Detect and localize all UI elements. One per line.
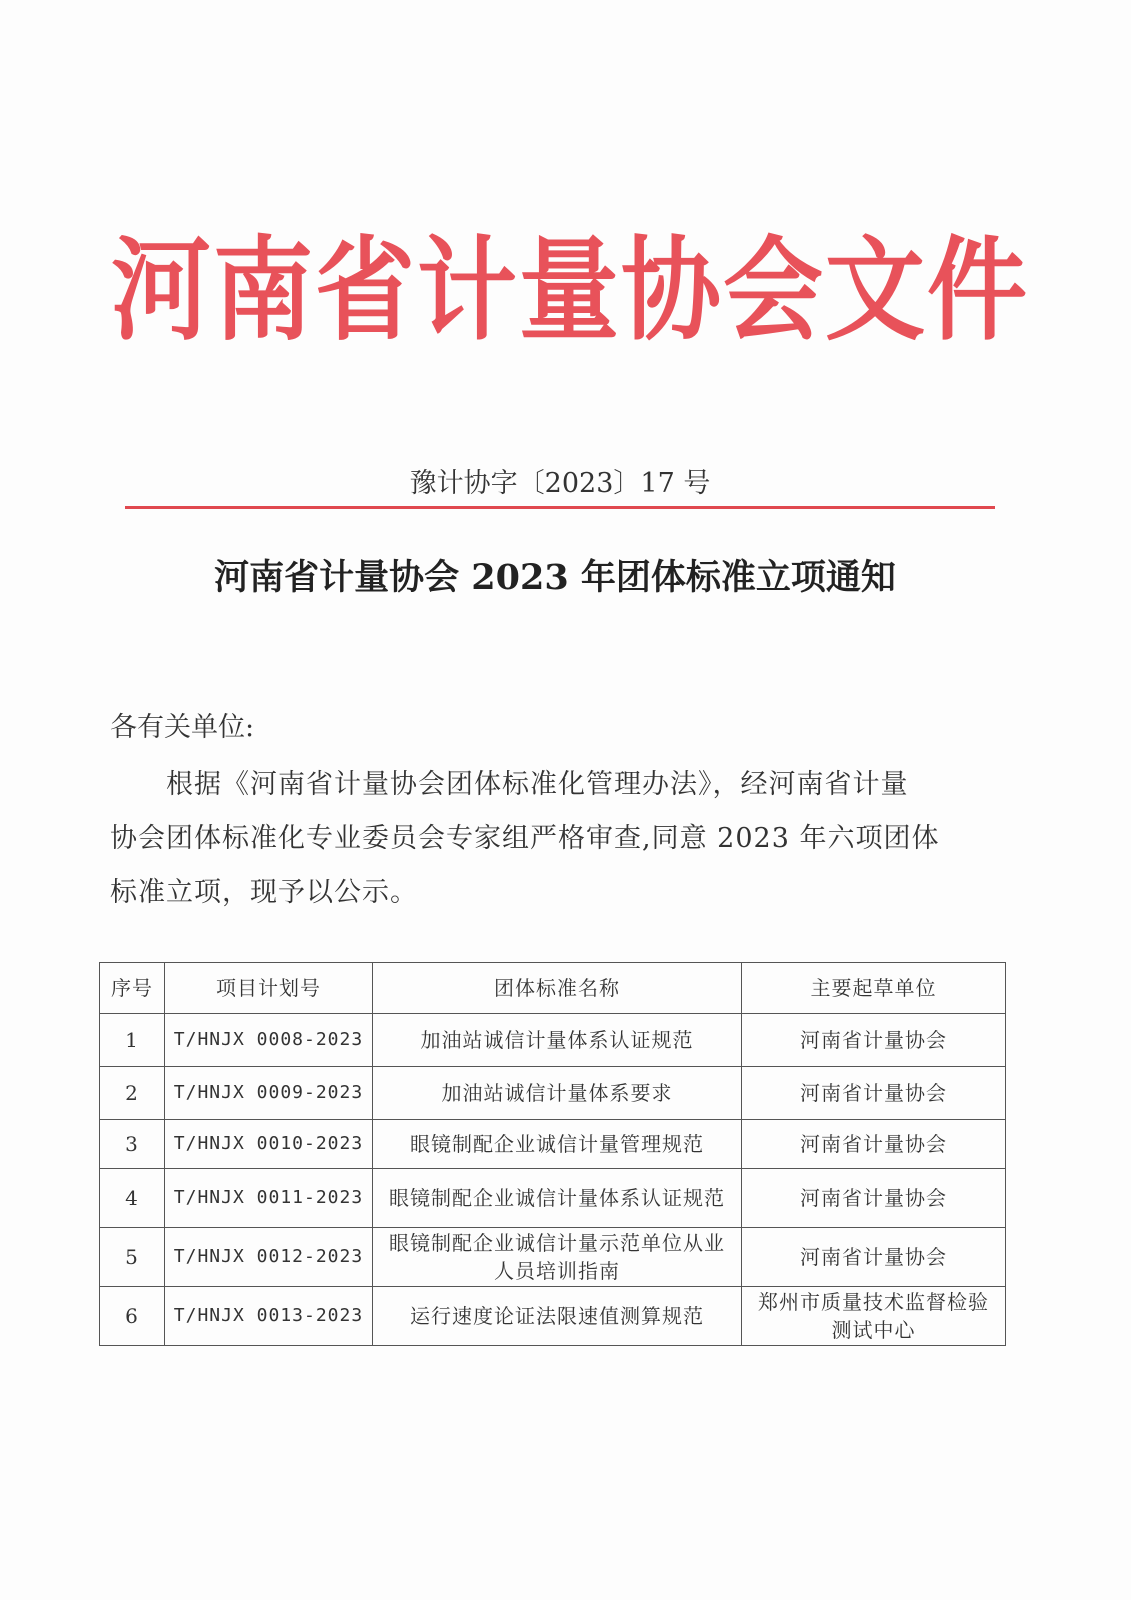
cell-no: 3 bbox=[100, 1120, 165, 1169]
cell-unit: 河南省计量协会 bbox=[742, 1169, 1006, 1228]
table-row bbox=[100, 1067, 1006, 1120]
cell-no: 4 bbox=[100, 1169, 165, 1228]
cell-code: T/HNJX 0013-2023 bbox=[165, 1287, 373, 1346]
cell-no: 2 bbox=[100, 1067, 165, 1120]
cell-code: T/HNJX 0011-2023 bbox=[165, 1169, 373, 1228]
salutation: 各有关单位: bbox=[110, 712, 255, 743]
cell-no: 5 bbox=[100, 1228, 165, 1287]
red-divider-line bbox=[125, 506, 995, 509]
cell-name: 眼镜制配企业诚信计量示范单位从业人员培训指南 bbox=[373, 1228, 742, 1287]
table-row bbox=[100, 1287, 1006, 1346]
cell-name: 加油站诚信计量体系认证规范 bbox=[373, 1014, 742, 1067]
cell-unit: 河南省计量协会 bbox=[742, 1228, 1006, 1287]
cell-code: T/HNJX 0008-2023 bbox=[165, 1014, 373, 1067]
cell-code: T/HNJX 0012-2023 bbox=[165, 1228, 373, 1287]
table-row bbox=[100, 1228, 1006, 1287]
table-row bbox=[100, 1169, 1006, 1228]
cell-name: 眼镜制配企业诚信计量体系认证规范 bbox=[373, 1169, 742, 1228]
header-cell-name: 团体标准名称 bbox=[373, 963, 742, 1014]
body-line: 根据《河南省计量协会团体标准化管理办法》，经河南省计量 bbox=[166, 769, 909, 800]
table-header-row bbox=[100, 963, 1006, 1014]
body-paragraph bbox=[110, 758, 998, 920]
table-row bbox=[100, 1120, 1006, 1169]
cell-code: T/HNJX 0009-2023 bbox=[165, 1067, 373, 1120]
body-line: 协会团体标准化专业委员会专家组严格审查,同意 2023 年六项团体 bbox=[110, 823, 940, 854]
standards-table bbox=[99, 962, 1006, 1346]
cell-no: 1 bbox=[100, 1014, 165, 1067]
header-cell-unit: 主要起草单位 bbox=[742, 963, 1006, 1014]
cell-no: 6 bbox=[100, 1287, 165, 1346]
document-header-title: 河南省计量协会文件 bbox=[111, 223, 1029, 357]
header-cell-code: 项目计划号 bbox=[165, 963, 373, 1014]
notice-title: 河南省计量协会 2023 年团体标准立项通知 bbox=[214, 557, 896, 598]
cell-unit: 郑州市质量技术监督检验测试中心 bbox=[742, 1287, 1006, 1346]
cell-name: 加油站诚信计量体系要求 bbox=[373, 1067, 742, 1120]
header-cell-no: 序号 bbox=[100, 963, 165, 1014]
cell-unit: 河南省计量协会 bbox=[742, 1120, 1006, 1169]
cell-code: T/HNJX 0010-2023 bbox=[165, 1120, 373, 1169]
cell-unit: 河南省计量协会 bbox=[742, 1067, 1006, 1120]
cell-unit: 河南省计量协会 bbox=[742, 1014, 1006, 1067]
table-row bbox=[100, 1014, 1006, 1067]
body-line: 标准立项，现予以公示。 bbox=[110, 877, 418, 908]
cell-name: 眼镜制配企业诚信计量管理规范 bbox=[373, 1120, 742, 1169]
document-number: 豫计协字〔2023〕17 号 bbox=[409, 468, 711, 499]
cell-name: 运行速度论证法限速值测算规范 bbox=[373, 1287, 742, 1346]
